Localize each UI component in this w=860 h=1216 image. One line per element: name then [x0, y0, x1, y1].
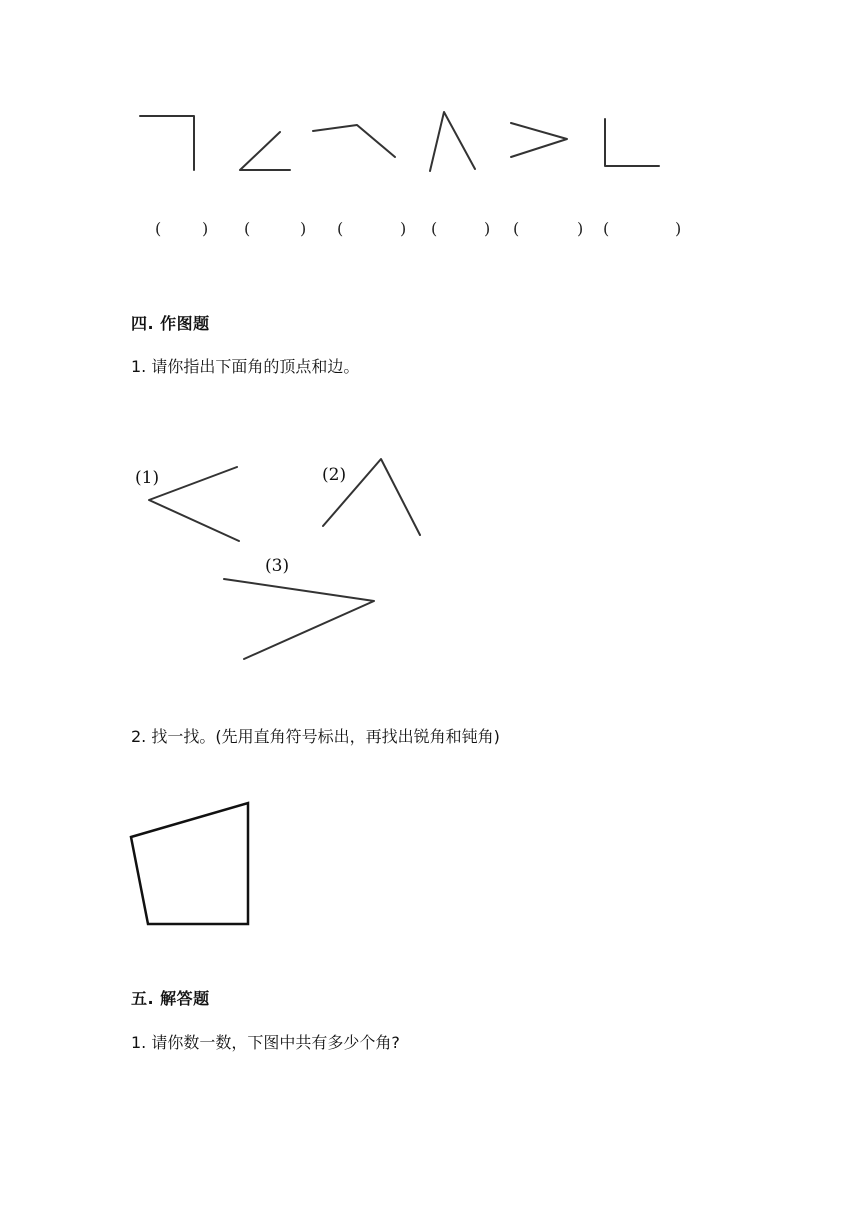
- blank-open-5: (: [513, 219, 520, 238]
- section-4-title: 四. 作图题: [131, 314, 210, 333]
- blank-open-4: (: [431, 219, 438, 238]
- quadrilateral-shape: [131, 803, 248, 924]
- blank-close-6: ): [675, 219, 682, 238]
- blank-close-2: ): [300, 219, 307, 238]
- question-5-1: 1. 请你数一数，下图中共有多少个角?: [131, 1033, 400, 1052]
- blank-open-1: (: [155, 219, 162, 238]
- section-5-title: 五. 解答题: [131, 989, 210, 1008]
- angle-1-label: (1): [135, 468, 160, 488]
- blank-close-1: ): [202, 219, 209, 238]
- question-4-1: 1. 请你指出下面角的顶点和边。: [131, 357, 360, 376]
- blank-open-2: (: [244, 219, 251, 238]
- angle-3-label: (3): [265, 556, 290, 576]
- angle-2-label: (2): [322, 465, 347, 485]
- blank-close-5: ): [577, 219, 584, 238]
- blank-open-6: (: [603, 219, 610, 238]
- blank-open-3: (: [337, 219, 344, 238]
- question-4-2: 2. 找一找。(先用直角符号标出，再找出锐角和钝角): [131, 727, 500, 746]
- blank-close-4: ): [484, 219, 491, 238]
- blank-close-3: ): [400, 219, 407, 238]
